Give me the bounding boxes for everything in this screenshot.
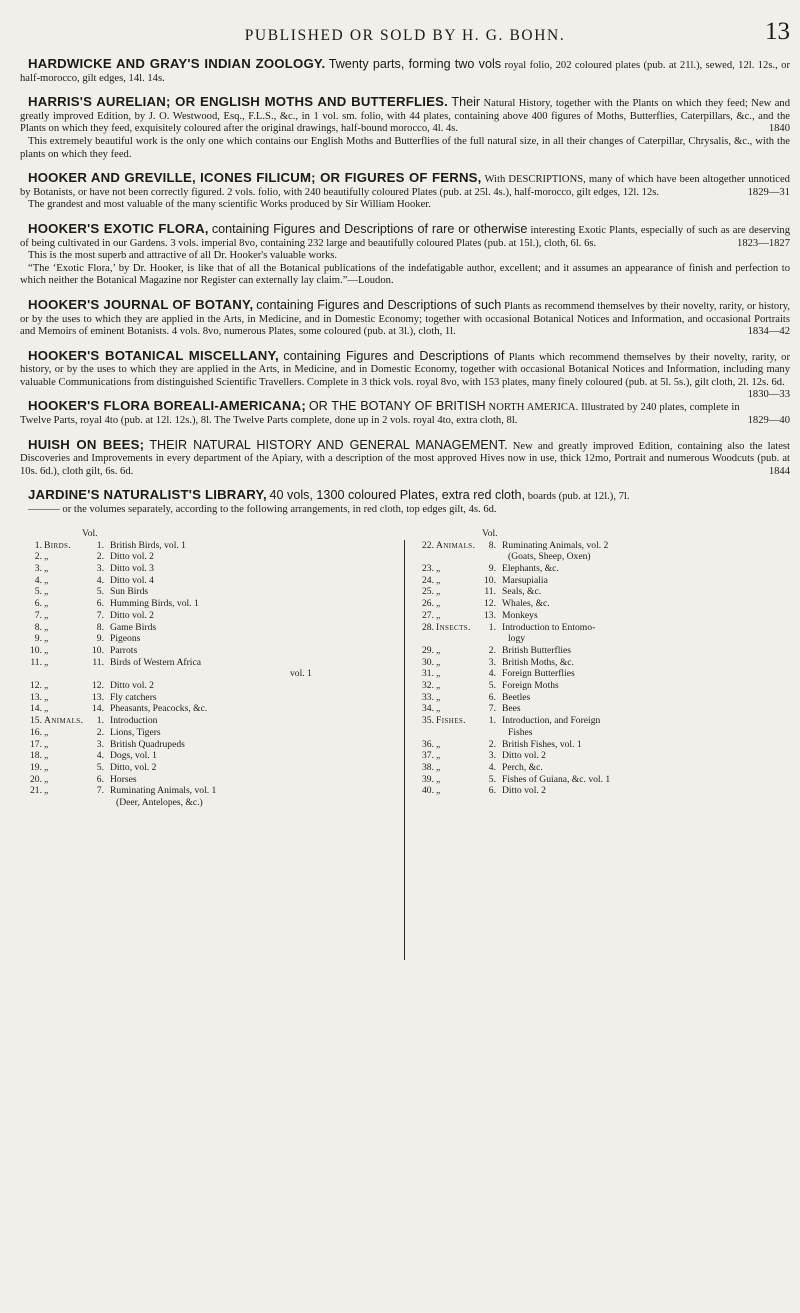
volume-category: „ <box>436 691 441 703</box>
entry-description: boards (pub. at 12l.), 7l. <box>527 491 630 503</box>
volume-category: Animals. <box>436 539 476 551</box>
entry-lead: OR THE BOTANY OF BRITISH <box>308 399 486 414</box>
volume-title: British Fishes, vol. 1 <box>502 738 582 750</box>
entry-heading: HOOKER'S BOTANICAL MISCELLANY, <box>28 347 279 363</box>
volume-index: 5. <box>96 761 104 773</box>
volume-category: „ <box>44 773 49 785</box>
volume-contents-table <box>20 540 790 960</box>
volume-title: Pheasants, Peacocks, &c. <box>110 703 208 715</box>
entry-date: 1830—33 <box>747 389 790 401</box>
volume-title: British Butterflies <box>502 644 572 656</box>
vol-column-heading-right: Vol. <box>482 527 498 539</box>
volume-number: 24. <box>422 574 434 586</box>
volume-title: Ditto, vol. 2 <box>110 761 157 773</box>
volume-title: Ditto vol. 2 <box>502 750 546 762</box>
volume-title: Fly catchers <box>110 691 157 703</box>
volume-title: Ditto vol. 2 <box>502 785 546 797</box>
page-number: 13 <box>765 18 790 45</box>
volume-title: Ditto vol. 3 <box>110 563 154 575</box>
volume-index: 6. <box>96 773 104 785</box>
volume-category: „ <box>436 773 441 785</box>
volume-index: 1. <box>488 621 496 633</box>
entry-date: 1829—40 <box>747 415 790 427</box>
volume-category: „ <box>436 574 441 586</box>
entry-date: 1840 <box>768 123 790 135</box>
volume-number: 26. <box>422 598 434 610</box>
volume-index: 5. <box>96 586 104 598</box>
entry-heading: HUISH ON BEES; <box>28 436 145 452</box>
volume-category: „ <box>436 644 441 656</box>
volume-category: Animals. <box>44 715 84 727</box>
entry-text <box>20 296 790 339</box>
volume-title: Birds of Western Africa <box>110 656 201 668</box>
volume-category: „ <box>436 750 441 762</box>
volume-title: Introduction to Entomo- <box>502 621 596 633</box>
volume-title: Ditto vol. 2 <box>110 551 154 563</box>
volume-category: „ <box>44 563 49 575</box>
entry-lead: containing Figures and Descriptions of rare or otherwise <box>211 221 528 236</box>
entry-note: ——— or the volumes separately, according to the following arrangements, in red cloth, top edges gilt, 4s. 6d. <box>28 504 497 516</box>
entry-description: Natural History, together with the Plants on which they feed; New and greatly improved Edition, by J. O. Westwood, Esq., F.L.S., &c., in 1 vol. sm. folio, with 44 plates, containing above 400 figures of Moths, Butterflies, Caterpillars, &c., and the Plants on which they feed, exquisitely coloured after the original drawings, half-bound morocco, 4l. 4s. <box>20 98 790 135</box>
volume-category: „ <box>436 761 441 773</box>
volume-number: 33. <box>422 691 434 703</box>
volume-number: 36. <box>422 738 434 750</box>
volume-category: „ <box>44 609 49 621</box>
volume-title: Whales, &c. <box>502 598 550 610</box>
volume-number: 2. <box>34 551 42 563</box>
catalogue-entry <box>20 489 790 516</box>
volume-index: 3. <box>488 750 496 762</box>
entry-note: This extremely beautiful work is the only one which contains our English Moths and Butterflies of the full natural size, in all their changes of Caterpillar, Chrysalis, &c., with the plants on which they feed. <box>20 135 790 160</box>
volume-category: „ <box>436 738 441 750</box>
entry-heading: HOOKER'S FLORA BOREALI-AMERICANA; <box>28 398 306 414</box>
volume-title: Humming Birds, vol. 1 <box>110 598 199 610</box>
entry-text <box>20 172 790 199</box>
volume-number: 31. <box>422 668 434 680</box>
entry-date: 1829—31 <box>747 186 790 198</box>
volume-category: „ <box>44 656 49 668</box>
entry-description: Plants as recommend themselves by their novelty, rarity, or history, or by the uses to which they are applied in the Arts, in Medicine, and in Domestic Economy; together with occasional Botanical Notices and Information, and occasional Portraits and Memoirs of eminent Botanists. 4 vols. 8vo, numerous Plates, some coloured (pub. at 3l.), cloth, 1l. <box>20 300 790 338</box>
volume-title: Foreign Butterflies <box>502 668 575 680</box>
volume-index: 2. <box>488 738 496 750</box>
volume-number: 35. <box>422 715 434 727</box>
volume-index: 13. <box>92 691 104 703</box>
volume-index: 5. <box>488 773 496 785</box>
volume-category: „ <box>44 551 49 563</box>
volume-number: 23. <box>422 563 434 575</box>
volume-title: Parrots <box>110 644 138 656</box>
volume-number: 25. <box>422 586 434 598</box>
volume-index: 10. <box>484 574 496 586</box>
volume-title-continuation: logy <box>508 633 526 645</box>
volume-index: 12. <box>484 598 496 610</box>
volume-index: 4. <box>488 761 496 773</box>
volume-number: 12. <box>30 680 42 692</box>
volume-title: Introduction, and Foreign <box>502 715 601 727</box>
volume-title: British Moths, &c. <box>502 656 574 668</box>
entry-heading: HARDWICKE AND GRAY'S INDIAN ZOOLOGY. <box>28 56 326 71</box>
volume-number: 15. <box>30 715 42 727</box>
catalogue-entries <box>20 58 790 517</box>
volume-category: „ <box>44 586 49 598</box>
volume-category: „ <box>44 726 49 738</box>
volume-index: 13. <box>484 609 496 621</box>
entry-text <box>20 489 790 504</box>
volume-category: „ <box>436 598 441 610</box>
catalogue-entry <box>20 220 791 288</box>
entry-date: 1844 <box>768 465 790 477</box>
volume-index: 11. <box>484 586 496 598</box>
volume-index: 7. <box>96 785 104 797</box>
volume-title: Horses <box>110 773 137 785</box>
volume-title: Ruminating Animals, vol. 1 <box>110 785 217 797</box>
volume-title-continuation: vol. 1 <box>290 668 312 680</box>
entry-lead: containing Figures and Descriptions of such <box>256 297 502 312</box>
page-title: PUBLISHED OR SOLD BY H. G. BOHN. <box>244 27 566 44</box>
volume-title: British Quadrupeds <box>110 738 185 750</box>
entry-quotation: “The ‘Exotic Flora,’ by Dr. Hooker, is like that of all the Botanical publications of the indefatigable author, excellent; and it assumes an appearance of finish and perfection to which neither the Botanical Magazine nor Register can externally lay claim.”—Loudon. <box>20 262 790 287</box>
volume-number: 40. <box>422 785 434 797</box>
volume-index: 6. <box>96 598 104 610</box>
volume-number: 30. <box>422 656 434 668</box>
entry-text <box>20 220 791 250</box>
volume-title: Foreign Moths <box>502 680 559 692</box>
entry-lead: Twenty parts, forming two vols <box>328 57 502 71</box>
volume-number: 37. <box>422 750 434 762</box>
volume-category: „ <box>436 668 441 680</box>
entry-description: Plants which recommend themselves by their novelty, rarity, or history, or by the uses to which they are applied in the Arts, in Medicine, and in Domestic Economy, together with occasional Botanical Notices and Information, including many valuable Communications from distinguished Scientific Travellers. Complete in 3 thick vols. royal 8vo, with 153 plates, many finely coloured (pub. at 5l. 5s.), gilt cloth, 2l. 12s. 6d. <box>20 351 791 388</box>
entry-lead: THEIR NATURAL HISTORY AND GENERAL MANAGEMENT. <box>149 437 508 452</box>
volume-category: „ <box>436 609 441 621</box>
volume-index: 10. <box>92 644 104 656</box>
volume-title: Ditto vol. 2 <box>110 680 154 692</box>
volume-category: „ <box>436 563 441 575</box>
volume-category: „ <box>436 680 441 692</box>
volume-number: 7. <box>34 609 42 621</box>
volume-number: 38. <box>422 761 434 773</box>
volume-category: „ <box>44 633 49 645</box>
volume-number: 18. <box>30 750 42 762</box>
volume-category: „ <box>44 738 49 750</box>
volume-category: Insects. <box>436 621 471 633</box>
volume-title: Introduction <box>110 715 158 727</box>
volume-title: Pigeons <box>110 633 141 645</box>
volume-category: „ <box>436 586 441 598</box>
volume-number: 6. <box>34 598 42 610</box>
vol-column-heading-left: Vol. <box>82 527 98 539</box>
volume-number: 17. <box>30 738 42 750</box>
entry-text <box>20 347 791 401</box>
volume-category: „ <box>44 574 49 586</box>
entry-heading: HOOKER'S JOURNAL OF BOTANY, <box>28 296 254 312</box>
volume-title: Beetles <box>502 691 531 703</box>
volume-index: 1. <box>96 715 104 727</box>
entry-lead: Their <box>451 95 481 110</box>
volume-number: 9. <box>34 633 42 645</box>
volume-index: 4. <box>488 668 496 680</box>
entry-heading: JARDINE'S NATURALIST'S LIBRARY, <box>28 487 267 503</box>
volume-index: 1. <box>96 539 104 551</box>
volume-title: Game Birds <box>110 621 157 633</box>
volume-title: Dogs, vol. 1 <box>110 750 157 762</box>
column-divider <box>404 540 405 960</box>
entry-note: This is the most superb and attractive of all Dr. Hooker's valuable works. <box>28 250 338 262</box>
volume-category: Fishes. <box>436 715 466 727</box>
volume-title: Fishes of Guiana, &c. vol. 1 <box>502 773 611 785</box>
volume-number: 28. <box>422 621 434 633</box>
running-header <box>20 0 790 58</box>
volume-title-continuation: (Deer, Antelopes, &c.) <box>116 797 203 809</box>
entry-description: royal folio, 202 coloured plates (pub. at 21l.), sewed, 12l. 12s., or half-morocco, gilt edges, 14l. 14s. <box>20 60 790 84</box>
volume-title: Elephants, &c. <box>502 563 559 575</box>
volume-title: British Birds, vol. 1 <box>110 539 186 551</box>
catalogue-entry <box>20 436 790 479</box>
entry-heading: HOOKER'S EXOTIC FLORA, <box>28 220 209 236</box>
catalogue-page <box>20 0 790 960</box>
volume-index: 3. <box>96 563 104 575</box>
volume-index: 9. <box>488 563 496 575</box>
volume-title: Seals, &c. <box>502 586 542 598</box>
volume-category: „ <box>44 703 49 715</box>
entry-note: The grandest and most valuable of the many scientific Works produced by Sir William Hooker. <box>28 199 431 211</box>
volume-category: „ <box>44 761 49 773</box>
entry-description: With DESCRIPTIONS, many of which have been altogether unnoticed by Botanists, or have not been correctly figured. 2 vols. folio, with 240 beautifully coloured Plates (pub. at 25l. 4s.), half-morocco, gilt edges, 12l. 12s. <box>20 174 790 198</box>
volume-number: 8. <box>34 621 42 633</box>
volume-number: 11. <box>30 656 42 668</box>
catalogue-entry <box>20 172 790 212</box>
catalogue-entry <box>20 400 790 427</box>
volume-title-continuation: (Goats, Sheep, Oxen) <box>508 551 591 563</box>
catalogue-entry <box>20 96 790 161</box>
volume-title: Ditto vol. 4 <box>110 574 154 586</box>
catalogue-entry <box>20 58 790 85</box>
volume-title: Marsupialia <box>502 574 548 586</box>
volume-title: Lions, Tigers <box>110 726 161 738</box>
volume-title: Sun Birds <box>110 586 149 598</box>
entry-date: 1823—1827 <box>737 237 790 249</box>
volume-number: 22. <box>422 539 434 551</box>
volume-number: 10. <box>30 644 42 656</box>
volume-number: 19. <box>30 761 42 773</box>
volume-index: 1. <box>488 715 496 727</box>
volume-index: 2. <box>96 726 104 738</box>
volume-number: 14. <box>30 703 42 715</box>
volume-index: 3. <box>96 738 104 750</box>
volume-index: 9. <box>96 633 104 645</box>
volume-index: 3. <box>488 656 496 668</box>
volume-title: Monkeys <box>502 609 538 621</box>
entry-date: 1834—42 <box>747 326 790 338</box>
volume-index: 12. <box>92 680 104 692</box>
entry-text <box>20 400 790 427</box>
volume-category: „ <box>44 621 49 633</box>
volume-index: 6. <box>488 785 496 797</box>
volume-number: 3. <box>34 563 42 575</box>
volume-number: 39. <box>422 773 434 785</box>
catalogue-entry <box>20 347 791 401</box>
entry-lead: 40 vols, 1300 coloured Plates, extra red cloth, <box>269 488 526 503</box>
volume-category: „ <box>44 750 49 762</box>
volume-category: „ <box>44 680 49 692</box>
volume-number: 16. <box>30 726 42 738</box>
volume-index: 7. <box>488 703 496 715</box>
entry-text <box>20 96 790 136</box>
volume-index: 11. <box>92 656 104 668</box>
volume-title: Bees <box>502 703 521 715</box>
volume-number: 27. <box>422 609 434 621</box>
volume-title: Ditto vol. 2 <box>110 609 154 621</box>
volume-index: 8. <box>96 621 104 633</box>
volume-title: Perch, &c. <box>502 761 543 773</box>
volume-number: 34. <box>422 703 434 715</box>
catalogue-entry <box>20 296 790 339</box>
entry-lead: containing Figures and Descriptions of <box>283 348 505 363</box>
entry-heading: HARRIS'S AURELIAN; OR ENGLISH MOTHS AND BUTTERFLIES. <box>28 94 449 110</box>
volume-title-continuation: Fishes <box>508 726 533 738</box>
entry-heading: HOOKER AND GREVILLE, ICONES FILICUM; OR FIGURES OF FERNS, <box>28 170 482 186</box>
volume-number: 21. <box>30 785 42 797</box>
entry-text <box>20 436 790 479</box>
volume-number: 5. <box>34 586 42 598</box>
volume-category: „ <box>44 598 49 610</box>
volume-index: 7. <box>96 609 104 621</box>
volume-index: 8. <box>488 539 496 551</box>
entry-description: NORTH AMERICA. Illustrated by 240 plates, complete in Twelve Parts, royal 4to (pub. at 12l. 12s.), 8l. The Twelve Parts complete, done up in 2 vols. royal 4to, extra cloth, 8l. <box>20 402 740 427</box>
volume-category: „ <box>44 691 49 703</box>
volume-number: 20. <box>30 773 42 785</box>
volume-category: „ <box>44 644 49 656</box>
volume-category: „ <box>436 656 441 668</box>
volume-number: 13. <box>30 691 42 703</box>
volume-category: „ <box>44 785 49 797</box>
volume-index: 2. <box>488 644 496 656</box>
entry-text <box>20 58 790 85</box>
entry-description: interesting Exotic Plants, especially of such as are deserving of being cultivated in our Gardens. 3 vols. imperial 8vo, containing 232 large and beautifully coloured Plates (pub. at 15l.), cloth, 6l. 6s. <box>20 224 791 249</box>
volume-index: 5. <box>488 680 496 692</box>
volume-number: 4. <box>34 574 42 586</box>
contents-header <box>20 528 790 540</box>
volume-number: 29. <box>422 644 434 656</box>
volume-index: 6. <box>488 691 496 703</box>
volume-category: Birds. <box>44 539 72 551</box>
volume-index: 2. <box>96 551 104 563</box>
volume-category: „ <box>436 785 441 797</box>
volume-number: 32. <box>422 680 434 692</box>
volume-index: 4. <box>96 574 104 586</box>
volume-number: 1. <box>34 539 42 551</box>
volume-index: 4. <box>96 750 104 762</box>
volume-category: „ <box>436 703 441 715</box>
entry-description: New and greatly improved Edition, containing also the latest Discoveries and Improvements in every department of the Apiary, with a description of the most approved Hives now in use, thick 12mo, Portrait and numerous Woodcuts (pub. at 10s. 6d.), cloth gilt, 6s. 6d. <box>20 440 790 477</box>
volume-index: 14. <box>92 703 104 715</box>
volume-title: Ruminating Animals, vol. 2 <box>502 539 609 551</box>
